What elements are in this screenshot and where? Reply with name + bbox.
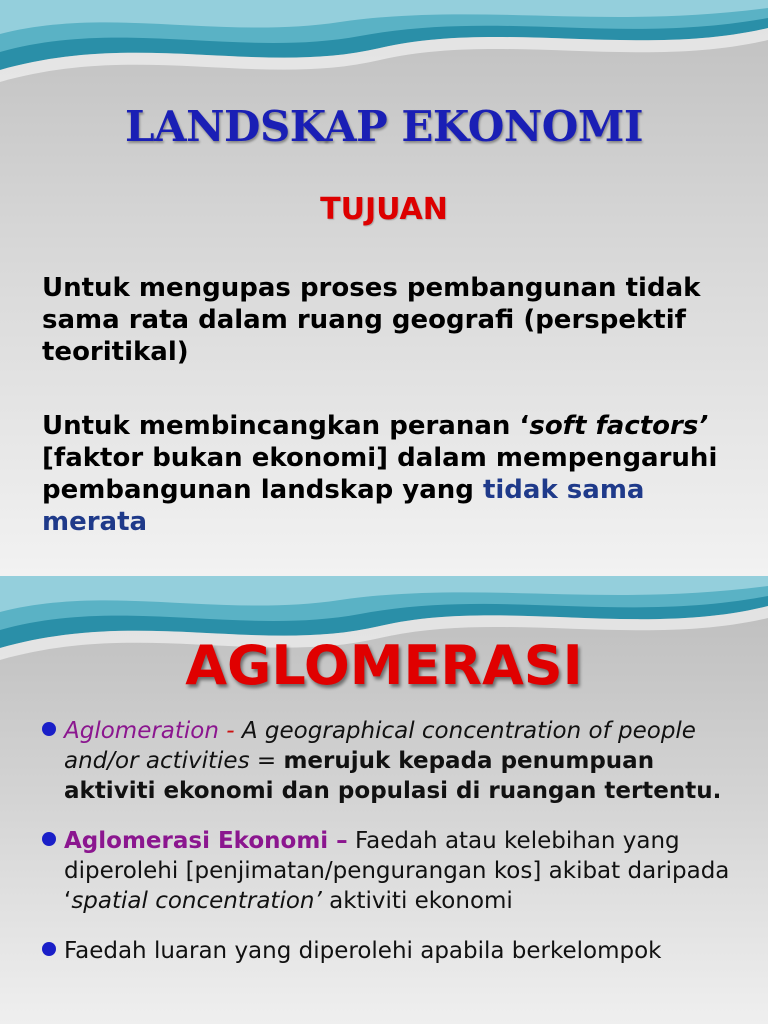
- objective-paragraph-1: Untuk mengupas proses pembangunan tidak sama rata dalam ruang geografi (perspektif teoritikal): [42, 273, 701, 367]
- slide-subtitle: TUJUAN: [320, 192, 448, 227]
- bullet-definition: A geographical concentration of people and/or activities: [64, 718, 696, 774]
- slide-aglomerasi: [0, 576, 768, 1024]
- header-wave-decoration: [0, 0, 768, 110]
- slide-title: AGLOMERASI: [185, 634, 583, 697]
- bullet-text: Faedah luaran yang diperolehi apabila berkelompok: [64, 938, 662, 964]
- para2-highlight: tidak sama merata: [42, 475, 645, 537]
- bullet-term: Aglomeration: [64, 718, 219, 744]
- slide-title: LANDSKAP EKONOMI: [125, 102, 643, 151]
- bullet-dot-icon: [42, 832, 56, 846]
- para2-text-a: Untuk membincangkan peranan ‘: [42, 411, 530, 441]
- bullet-item: [40, 936, 740, 966]
- bullet-term: Aglomerasi Ekonomi –: [64, 828, 348, 854]
- bullet-item: [40, 826, 740, 916]
- bullet-text-end: aktiviti ekonomi: [321, 888, 513, 914]
- para2-soft-factors: soft factors’: [529, 411, 709, 441]
- bullet-dot-icon: [42, 722, 56, 736]
- bullet-italic-text: spatial concentration’: [71, 888, 322, 914]
- para2-text-b: [faktor bukan ekonomi] dalam mempengaruhi pembangunan landskap yang: [42, 443, 718, 505]
- bullet-dot-icon: [42, 942, 56, 956]
- bullet-list: [40, 716, 740, 986]
- bullet-bold-text: merujuk kepada penumpuan aktiviti ekonomi dan populasi di ruangan tertentu.: [64, 748, 722, 804]
- bullet-dash: -: [218, 718, 242, 744]
- bullet-text: Faedah atau kelebihan yang diperolehi [penjimatan/pengurangan kos] akibat daripada ‘: [64, 828, 730, 914]
- objective-paragraph-2: [42, 410, 742, 538]
- bullet-item: [40, 716, 740, 806]
- bullet-equals: =: [249, 748, 284, 774]
